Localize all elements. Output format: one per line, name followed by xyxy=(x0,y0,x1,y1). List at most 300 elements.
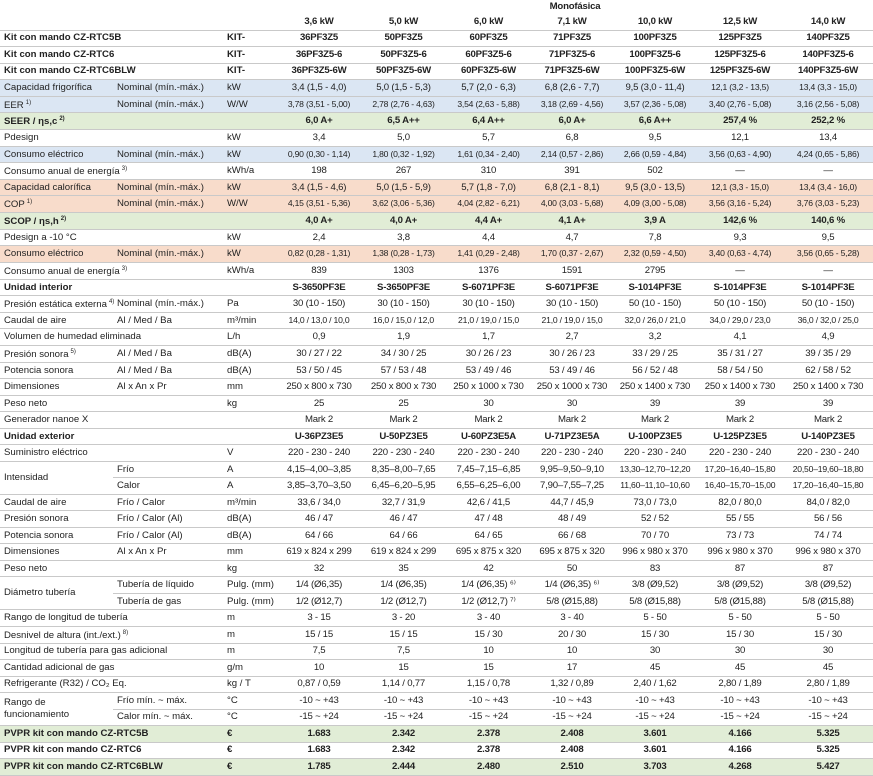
cell-value: 12,1 xyxy=(697,130,783,147)
cell-value: 30 / 26 / 23 xyxy=(531,345,613,362)
row-unit: A xyxy=(223,461,277,478)
cell-value: 53 / 49 / 46 xyxy=(446,362,531,379)
cell-value: 0,90 (0,30 - 1,14) xyxy=(277,146,361,163)
cell-value: 4,15 (3,51 - 5,36) xyxy=(277,196,361,213)
row-label xyxy=(0,759,223,776)
spec-row xyxy=(0,660,873,677)
cell-value: 1/4 (Ø6,35) xyxy=(277,577,361,594)
cell-value: 3,56 (3,16 - 5,24) xyxy=(697,196,783,213)
cell-value: U-71PZ3E5A xyxy=(531,428,613,445)
cell-value: 5/8 (Ø15,88) xyxy=(613,593,697,610)
row-unit xyxy=(223,213,277,230)
cell-value: 1591 xyxy=(531,262,613,279)
cell-value: 71PF3Z5-6W xyxy=(531,63,613,80)
cell-value: 30 / 27 / 22 xyxy=(277,345,361,362)
row-unit: °C xyxy=(223,693,277,710)
cell-value: 64 / 66 xyxy=(361,527,446,544)
cell-value: 125PF3Z5-6W xyxy=(697,63,783,80)
cell-value: 220 - 230 - 240 xyxy=(277,445,361,462)
cell-value: 839 xyxy=(277,262,361,279)
cell-value: 60PF3Z5-6 xyxy=(446,47,531,64)
spec-row xyxy=(0,63,873,80)
cell-value: 57 / 53 / 48 xyxy=(361,362,446,379)
cell-value: 4,1 A+ xyxy=(531,213,613,230)
row-label xyxy=(0,544,113,561)
cell-value: 48 / 49 xyxy=(531,511,613,528)
cell-value: 1,14 / 0,77 xyxy=(361,676,446,693)
cell-value: 39 xyxy=(783,395,873,412)
row-sublabel: Al / Med / Ba xyxy=(113,312,223,329)
footnote-marker: 1) xyxy=(26,199,33,206)
spec-row xyxy=(0,676,873,693)
row-unit: kW xyxy=(223,179,277,196)
cell-value: 7,90–7,55–7,25 xyxy=(531,478,613,495)
cell-value: 30 xyxy=(531,395,613,412)
cell-value: 1.785 xyxy=(277,759,361,776)
cell-value: S-1014PF3E xyxy=(783,279,873,296)
cell-value: 140PF3Z5 xyxy=(783,30,873,47)
row-sublabel: Nominal (mín.-máx.) xyxy=(113,80,223,97)
cell-value: 100PF3Z5-6 xyxy=(613,47,697,64)
spec-row xyxy=(0,626,873,643)
row-label xyxy=(0,345,113,362)
row-label xyxy=(0,445,223,462)
row-label xyxy=(0,179,113,196)
cell-value: 250 x 1400 x 730 xyxy=(697,379,783,396)
cell-value: 220 - 230 - 240 xyxy=(446,445,531,462)
cell-value: U-50PZ3E5 xyxy=(361,428,446,445)
cell-value: 1,41 (0,29 - 2,48) xyxy=(446,246,531,263)
row-unit: kW xyxy=(223,130,277,147)
cell-value: 996 x 980 x 370 xyxy=(613,544,697,561)
cell-value: -15 ~ +24 xyxy=(697,709,783,726)
cell-value: 140PF3Z5-6 xyxy=(783,47,873,64)
row-unit: V xyxy=(223,445,277,462)
cell-value: 0,87 / 0,59 xyxy=(277,676,361,693)
spec-row xyxy=(0,593,873,610)
cell-value: 2,4 xyxy=(277,229,361,246)
row-label-text: Volumen de humedad eliminada xyxy=(4,331,142,343)
cell-value: 140PF3Z5-6W xyxy=(783,63,873,80)
cell-value: Mark 2 xyxy=(783,412,873,429)
cell-value: 82,0 / 80,0 xyxy=(697,494,783,511)
row-label xyxy=(0,395,223,412)
spec-row xyxy=(0,693,873,710)
row-label-text: Pdesign xyxy=(4,132,39,144)
spec-row xyxy=(0,511,873,528)
cell-value: 252,2 % xyxy=(783,113,873,130)
cell-value: 9,5 (3,0 - 13,5) xyxy=(613,179,697,196)
cell-value: 1/2 (Ø12,7) xyxy=(277,593,361,610)
spec-row xyxy=(0,577,873,594)
cell-value: 15 / 30 xyxy=(783,626,873,643)
cell-value: 30 (10 - 150) xyxy=(446,296,531,313)
cell-value: 6,45–6,20–5,95 xyxy=(361,478,446,495)
cell-value: 2,32 (0,59 - 4,50) xyxy=(613,246,697,263)
cell-value: 58 / 54 / 50 xyxy=(697,362,783,379)
cell-value: -15 ~ +24 xyxy=(613,709,697,726)
cell-value: U-125PZ3E5 xyxy=(697,428,783,445)
cell-value: 391 xyxy=(531,163,613,180)
row-label-text: Consumo eléctrico xyxy=(4,248,84,260)
row-label-text: Presión sonora xyxy=(4,349,69,361)
cell-value: 9,5 (3,0 - 11,4) xyxy=(613,80,697,97)
cell-value: 4,1 xyxy=(697,329,783,346)
spec-row xyxy=(0,412,873,429)
cell-value: 42,6 / 41,5 xyxy=(446,494,531,511)
row-sublabel: Frío xyxy=(113,461,223,478)
cell-value: 3,56 (0,63 - 4,90) xyxy=(697,146,783,163)
cell-value: 9,5 xyxy=(783,229,873,246)
cell-value: 35 xyxy=(361,560,446,577)
footnote-marker: 2) xyxy=(59,116,65,123)
cell-value: 100PF3Z5-6W xyxy=(613,63,697,80)
cell-value: S-1014PF3E xyxy=(697,279,783,296)
row-unit: kW xyxy=(223,80,277,97)
cell-value: 2.378 xyxy=(446,726,531,743)
row-label xyxy=(0,660,223,677)
cell-value: 30 / 26 / 23 xyxy=(446,345,531,362)
capacity-header: 10,0 kW xyxy=(613,14,697,30)
row-unit: m xyxy=(223,626,277,643)
cell-value: 53 / 50 / 45 xyxy=(277,362,361,379)
row-sublabel: Al x An x Pr xyxy=(113,379,223,396)
row-sublabel: Calor xyxy=(113,478,223,495)
cell-value: 1/4 (Ø6,35) ⁶⁾ xyxy=(446,577,531,594)
row-label xyxy=(0,130,223,147)
row-unit: dB(A) xyxy=(223,511,277,528)
cell-value: 17,20–16,40–15,80 xyxy=(697,461,783,478)
spec-row xyxy=(0,445,873,462)
row-unit: dB(A) xyxy=(223,527,277,544)
row-unit: kWh/a xyxy=(223,262,277,279)
cell-value: 996 x 980 x 370 xyxy=(783,544,873,561)
cell-value: 1/4 (Ø6,35) ⁶⁾ xyxy=(531,577,613,594)
cell-value: 1/4 (Ø6,35) xyxy=(361,577,446,594)
row-unit: kW xyxy=(223,146,277,163)
row-label-text: Cantidad adicional de gas xyxy=(4,661,115,673)
cell-value: 0,9 xyxy=(277,329,361,346)
row-unit: kg xyxy=(223,395,277,412)
cell-value: 1/2 (Ø12,7) ⁷⁾ xyxy=(446,593,531,610)
cell-value: 87 xyxy=(783,560,873,577)
cell-value: 3,62 (3,06 - 5,36) xyxy=(361,196,446,213)
cell-value: 220 - 230 - 240 xyxy=(697,445,783,462)
row-unit: Pa xyxy=(223,296,277,313)
cell-value: 2.342 xyxy=(361,742,446,759)
row-label xyxy=(0,329,223,346)
cell-value: 12,1 (3,3 - 15,0) xyxy=(697,179,783,196)
capacity-header: 12,5 kW xyxy=(697,14,783,30)
row-sublabel: Frío / Calor (Al) xyxy=(113,527,223,544)
row-label xyxy=(0,279,223,296)
cell-value: — xyxy=(697,163,783,180)
cell-value: 250 x 1400 x 730 xyxy=(613,379,697,396)
cell-value: 6,55–6,25–6,00 xyxy=(446,478,531,495)
row-label-text: Peso neto xyxy=(4,562,48,574)
row-label-text: Consumo eléctrico xyxy=(4,148,84,160)
spec-row xyxy=(0,726,873,743)
cell-value: 14,0 / 13,0 / 10,0 xyxy=(277,312,361,329)
cell-value: 996 x 980 x 370 xyxy=(697,544,783,561)
cell-value: 2,7 xyxy=(531,329,613,346)
cell-value: 50 (10 - 150) xyxy=(783,296,873,313)
row-label-text: Capacidad frigorífica xyxy=(4,81,92,93)
cell-value: 619 x 824 x 299 xyxy=(277,544,361,561)
cell-value: Mark 2 xyxy=(277,412,361,429)
cell-value: S-6071PF3E xyxy=(531,279,613,296)
spec-row xyxy=(0,80,873,97)
cell-value: 5 - 50 xyxy=(697,610,783,627)
cell-value: 3,4 xyxy=(277,130,361,147)
cell-value: 4,09 (3,00 - 5,08) xyxy=(613,196,697,213)
row-label-text: Presión estática externa xyxy=(4,299,107,311)
row-label xyxy=(0,113,223,130)
cell-value: 64 / 66 xyxy=(277,527,361,544)
cell-value: 3 - 40 xyxy=(531,610,613,627)
cell-value: 36PF3Z5-6W xyxy=(277,63,361,80)
capacity-header: 3,6 kW xyxy=(277,14,361,30)
cell-value: 220 - 230 - 240 xyxy=(531,445,613,462)
footnote-marker: 3) xyxy=(121,265,128,272)
row-sublabel: Nominal (mín.-máx.) xyxy=(113,246,223,263)
row-label-text: Dimensiones xyxy=(4,546,60,558)
row-label xyxy=(0,63,223,80)
cell-value: 25 xyxy=(361,395,446,412)
row-label xyxy=(0,726,223,743)
cell-value: -10 ~ +43 xyxy=(361,693,446,710)
row-sublabel: Frío / Calor xyxy=(113,494,223,511)
cell-value: 13,30–12,70–12,20 xyxy=(613,461,697,478)
cell-value: 695 x 875 x 320 xyxy=(446,544,531,561)
cell-value: 6,0 A+ xyxy=(277,113,361,130)
cell-value: — xyxy=(697,262,783,279)
cell-value: 50PF3Z5 xyxy=(361,30,446,47)
row-label-text: PVPR kit con mando CZ-RTC5B xyxy=(4,727,149,739)
cell-value: 4,24 (0,65 - 5,86) xyxy=(783,146,873,163)
cell-value: 3,54 (2,63 - 5,88) xyxy=(446,96,531,113)
row-label xyxy=(0,527,113,544)
row-unit: m xyxy=(223,643,277,660)
row-label-text: Generador nanoe X xyxy=(4,414,89,426)
cell-value: — xyxy=(783,163,873,180)
cell-value: 4,00 (3,03 - 5,68) xyxy=(531,196,613,213)
cell-value: 3,4 (1,5 - 4,6) xyxy=(277,179,361,196)
cell-value: 3.601 xyxy=(613,742,697,759)
row-label-text: Longitud de tubería para gas adicional xyxy=(4,645,168,657)
cell-value: 46 / 47 xyxy=(361,511,446,528)
cell-value: 62 / 58 / 52 xyxy=(783,362,873,379)
cell-value: 50 (10 - 150) xyxy=(613,296,697,313)
spec-row xyxy=(0,113,873,130)
cell-value: 4.268 xyxy=(697,759,783,776)
spec-row xyxy=(0,229,873,246)
cell-value: 1,9 xyxy=(361,329,446,346)
cell-value: 142,6 % xyxy=(697,213,783,230)
row-label xyxy=(0,196,113,213)
cell-value: 1,80 (0,32 - 1,92) xyxy=(361,146,446,163)
row-unit: A xyxy=(223,478,277,495)
spec-row xyxy=(0,179,873,196)
cell-value: 4,7 xyxy=(531,229,613,246)
cell-value: 502 xyxy=(613,163,697,180)
cell-value: 83 xyxy=(613,560,697,577)
spec-row xyxy=(0,47,873,64)
cell-value: -10 ~ +43 xyxy=(277,693,361,710)
cell-value: 198 xyxy=(277,163,361,180)
row-label-text: Suministro eléctrico xyxy=(4,447,88,459)
row-unit: °C xyxy=(223,709,277,726)
cell-value: 0,82 (0,28 - 1,31) xyxy=(277,246,361,263)
row-label-text: SCOP / ηs,h xyxy=(4,216,59,228)
cell-value: 15 / 30 xyxy=(697,626,783,643)
cell-value: 50PF3Z5-6 xyxy=(361,47,446,64)
row-unit: m xyxy=(223,610,277,627)
cell-value: 30 xyxy=(783,643,873,660)
cell-value: 33 / 29 / 25 xyxy=(613,345,697,362)
row-unit: mm xyxy=(223,544,277,561)
row-unit: W/W xyxy=(223,196,277,213)
group-label: Monofásica xyxy=(549,1,601,13)
spec-row xyxy=(0,544,873,561)
cell-value: 42 xyxy=(446,560,531,577)
cell-value: 73,0 / 73,0 xyxy=(613,494,697,511)
spec-row xyxy=(0,279,873,296)
row-label-text: Unidad interior xyxy=(4,281,73,293)
cell-value: U-100PZ3E5 xyxy=(613,428,697,445)
cell-value: 3,8 xyxy=(361,229,446,246)
row-label-text: Consumo anual de energía xyxy=(4,166,120,178)
cell-value: 50 (10 - 150) xyxy=(697,296,783,313)
cell-value: 56 / 52 / 48 xyxy=(613,362,697,379)
cell-value: 32 xyxy=(277,560,361,577)
row-sublabel: Tubería de gas xyxy=(113,593,223,610)
cell-value: 30 xyxy=(613,643,697,660)
row-label xyxy=(0,246,113,263)
row-label-text: Refrigerante (R32) / CO₂ Eq. xyxy=(4,678,127,690)
row-unit: € xyxy=(223,726,277,743)
row-unit: € xyxy=(223,742,277,759)
row-label-text: Rango de longitud de tubería xyxy=(4,612,128,624)
cell-value: 2.510 xyxy=(531,759,613,776)
cell-value: 20 / 30 xyxy=(531,626,613,643)
row-sublabel: Frío mín. ~ máx. xyxy=(113,693,223,710)
spec-row xyxy=(0,96,873,113)
row-label-text: Kit con mando CZ-RTC6BLW xyxy=(4,65,136,77)
cell-value: 125PF3Z5-6 xyxy=(697,47,783,64)
row-label xyxy=(0,296,113,313)
cell-value: 4,0 A+ xyxy=(277,213,361,230)
cell-value: Mark 2 xyxy=(531,412,613,429)
cell-value: 4,0 A+ xyxy=(361,213,446,230)
cell-value: 6,0 A+ xyxy=(531,113,613,130)
cell-value: 695 x 875 x 320 xyxy=(531,544,613,561)
spec-row xyxy=(0,345,873,362)
row-label xyxy=(0,461,113,494)
row-label-text: EER xyxy=(4,99,24,111)
row-label-text: Desnivel de altura (int./ext.) xyxy=(4,629,121,641)
cell-value: 10 xyxy=(446,643,531,660)
cell-value: Mark 2 xyxy=(697,412,783,429)
cell-value: 71PF3Z5 xyxy=(531,30,613,47)
cell-value: 1,7 xyxy=(446,329,531,346)
row-label-text: Capacidad calorífica xyxy=(4,181,91,193)
row-label xyxy=(0,428,223,445)
row-label-text: PVPR kit con mando CZ-RTC6BLW xyxy=(4,760,163,772)
cell-value: 21,0 / 19,0 / 15,0 xyxy=(531,312,613,329)
cell-value: 4.166 xyxy=(697,742,783,759)
cell-value: 15 xyxy=(361,660,446,677)
cell-value: 5,0 (1,5 - 5,9) xyxy=(361,179,446,196)
row-sublabel: Nominal (mín.-máx.) xyxy=(113,179,223,196)
cell-value: 4,04 (2,82 - 6,21) xyxy=(446,196,531,213)
row-label-text: Kit con mando CZ-RTC5B xyxy=(4,32,122,44)
cell-value: 3,40 (0,63 - 4,74) xyxy=(697,246,783,263)
cell-value: 2795 xyxy=(613,262,697,279)
row-unit: kWh/a xyxy=(223,163,277,180)
cell-value: 15 / 15 xyxy=(361,626,446,643)
row-label-text: Peso neto xyxy=(4,397,48,409)
cell-value: 250 x 1000 x 730 xyxy=(446,379,531,396)
cell-value: 140,6 % xyxy=(783,213,873,230)
cell-value: 39 xyxy=(613,395,697,412)
cell-value: 2.444 xyxy=(361,759,446,776)
cell-value: 2,80 / 1,89 xyxy=(697,676,783,693)
cell-value: 35 / 31 / 27 xyxy=(697,345,783,362)
footnote-marker: 1) xyxy=(25,99,32,106)
spec-row xyxy=(0,312,873,329)
spec-row xyxy=(0,643,873,660)
cell-value: -15 ~ +24 xyxy=(446,709,531,726)
cell-value: 3 - 15 xyxy=(277,610,361,627)
cell-value: 6,8 (2,1 - 8,1) xyxy=(531,179,613,196)
cell-value: 2,66 (0,59 - 4,84) xyxy=(613,146,697,163)
cell-value: 12,1 (3,2 - 13,5) xyxy=(697,80,783,97)
cell-value: 33,6 / 34,0 xyxy=(277,494,361,511)
capacity-header-row xyxy=(0,14,873,30)
row-unit: KIT- xyxy=(223,47,277,64)
cell-value: U-60PZ3E5A xyxy=(446,428,531,445)
cell-value: 5/8 (Ø15,88) xyxy=(531,593,613,610)
cell-value: 32,7 / 31,9 xyxy=(361,494,446,511)
cell-value: 1,70 (0,37 - 2,67) xyxy=(531,246,613,263)
cell-value: 9,3 xyxy=(697,229,783,246)
cell-value: 73 / 73 xyxy=(697,527,783,544)
row-label-text: Dimensiones xyxy=(4,381,60,393)
spec-row xyxy=(0,30,873,47)
cell-value: 39 xyxy=(697,395,783,412)
row-label xyxy=(0,80,113,97)
row-unit: m³/min xyxy=(223,312,277,329)
cell-value: 250 x 800 x 730 xyxy=(361,379,446,396)
spec-row xyxy=(0,759,873,776)
spec-row xyxy=(0,146,873,163)
cell-value: 10 xyxy=(531,643,613,660)
cell-value: 34 / 30 / 25 xyxy=(361,345,446,362)
cell-value: 39 / 35 / 29 xyxy=(783,345,873,362)
cell-value: S-6071PF3E xyxy=(446,279,531,296)
row-label xyxy=(0,47,223,64)
cell-value: Mark 2 xyxy=(361,412,446,429)
spec-row xyxy=(0,329,873,346)
cell-value: -15 ~ +24 xyxy=(277,709,361,726)
row-label xyxy=(0,742,223,759)
row-unit: dB(A) xyxy=(223,362,277,379)
cell-value: 30 (10 - 150) xyxy=(277,296,361,313)
cell-value: 2.480 xyxy=(446,759,531,776)
cell-value: 2.408 xyxy=(531,726,613,743)
cell-value: Mark 2 xyxy=(613,412,697,429)
